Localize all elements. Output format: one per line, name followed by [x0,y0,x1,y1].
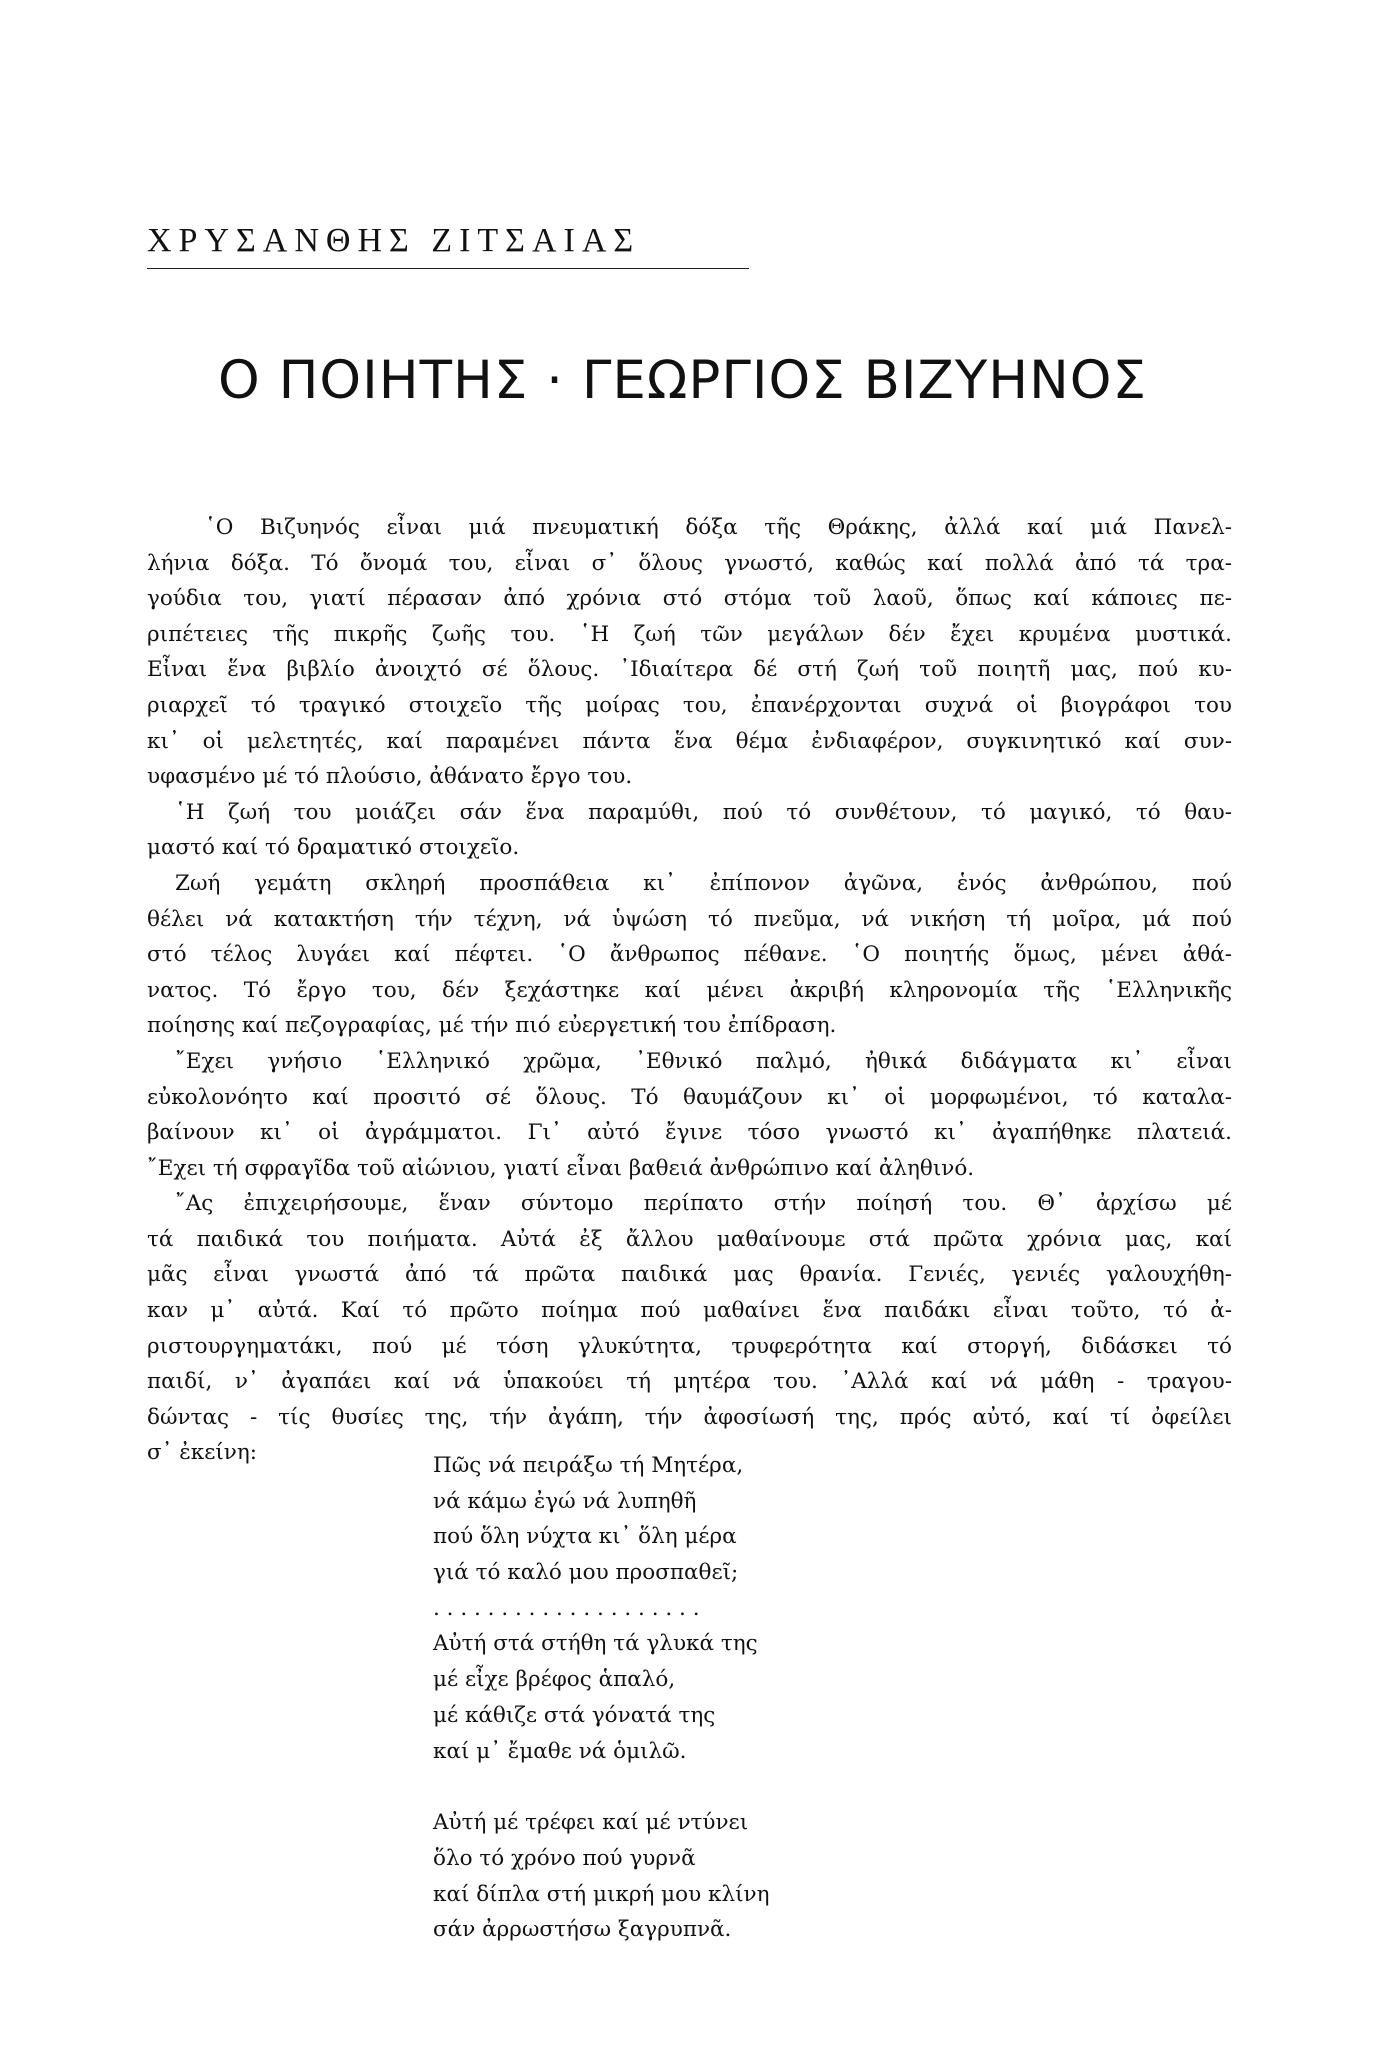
poem-line: πού ὅλη νύχτα κι᾽ ὅλη μέρα [433,1524,737,1550]
body-line: βαίνουν κι᾽ οἱ ἀγράμματοι. Γι᾽ αὐτό ἔγινε τόσο γνωστό κι᾽ ἀγαπήθηκε πλατειά. [147,1120,1232,1146]
poem-line: Πῶς νά πειράξω τή Μητέρα, [433,1453,744,1478]
body-line: ῎Εχει γνήσιο ῾Ελληνικό χρῶμα, ᾽Εθνικό παλμό, ἠθικά διδάγματα κι᾽ εἶναι [175,1048,1232,1074]
poem-line: καί μ᾽ ἔμαθε νά ὁμιλῶ. [433,1738,687,1764]
body-line: καν μ᾽ αὐτά. Καί τό πρῶτο ποίημα πού μαθαίνει ἕνα παιδάκι εἶναι τοῦτο, τό ἀ- [147,1298,1232,1324]
body-line: ῾Ο Βιζυηνός εἶναι μιά πνευματική δόξα τῆς Θράκης, ἀλλά καί μιά Πανελ- [205,515,1232,540]
article-title: Ο ΠΟΙΗΤΗΣ · ΓΕΩΡΓΙΟΣ ΒΙΖΥΗΝΟΣ [218,350,1147,411]
body-line: δώντας - τίς θυσίες της, τήν ἀγάπη, τήν ἀφοσίωσή της, πρός αὐτό, καί τί ὀφείλει [147,1404,1232,1430]
body-line: εὐκολονόητο καί προσιτό σέ ὅλους. Τό θαυμάζουν κι᾽ οἱ μορφωμένοι, τό καταλα- [147,1084,1232,1110]
body-line: παιδί, ν᾽ ἀγαπάει καί νά ὑπακούει τή μητέρα του. ᾽Αλλά καί νά μάθη - τραγου- [147,1369,1232,1395]
body-line: λήνια δόξα. Τό ὄνομά του, εἶναι σ᾽ ὅλους γνωστό, καθώς καί πολλά ἀπό τά τρα- [147,550,1232,576]
body-line: Εἶναι ἕνα βιβλίο ἀνοιχτό σέ ὅλους. ᾽Ιδιαίτερα δέ στή ζωή τοῦ ποιητῆ μας, πού κυ- [147,657,1232,683]
body-line: τά παιδικά του ποιήματα. Αὐτά ἐξ ἄλλου μαθαίνουμε στά πρῶτα χρόνια μας, καί [147,1226,1232,1252]
poem-line: νά κάμω ἐγώ νά λυπηθῆ [433,1488,697,1514]
poem-line: μέ εἶχε βρέφος ἁπαλό, [433,1667,676,1693]
author-name: ΧΡΥΣΑΝΘΗΣ ΖΙΤΣΑΙΑΣ [147,222,641,259]
stanza-break [433,1769,769,1805]
poem-line: καί δίπλα στή μικρή μου κλίνη [433,1881,770,1907]
article-body [147,510,1232,1471]
poem-line: Αὐτή στά στήθη τά γλυκά της [433,1631,758,1657]
poem-line: ὅλο τό χρόνο πού γυρνᾶ [433,1845,696,1871]
poem-line: μέ κάθιζε στά γόνατά της [433,1702,716,1728]
body-line: ῾Η ζωή του μοιάζει σάν ἕνα παραμύθι, πού τό συνθέτουν, τό μαγικό, τό θαυ- [175,799,1232,825]
body-line: σ᾽ ἐκείνη: [147,1440,257,1466]
body-line: νατος. Τό ἔργο του, δέν ξεχάστηκε καί μένει ἀκριβή κληρονομία τῆς ῾Ελληνικῆς [147,977,1232,1003]
body-line: γούδια του, γιατί πέρασαν ἀπό χρόνια στό στόμα τοῦ λαοῦ, ὅπως καί κάποιες πε- [147,586,1232,612]
body-line: θέλει νά κατακτήση τήν τέχνη, νά ὑψώση τό πνεῦμα, νά νικήση τή μοῖρα, μά πού [147,906,1232,932]
poem-line: σάν ἀρρωστήσω ξαγρυπνᾶ. [433,1917,732,1943]
poem-excerpt [433,1448,769,1948]
body-line: στό τέλος λυγάει καί πέφτει. ῾Ο ἄνθρωπος πέθανε. ῾Ο ποιητής ὅμως, μένει ἀθά- [147,942,1232,968]
poem-ellipsis: . . . . . . . . . . . . . . . . . . . . [433,1595,700,1621]
body-line: ποίησης καί πεζογραφίας, μέ τήν πιό εὐεργετική του ἐπίδραση. [147,1013,837,1039]
body-line: ριαρχεῖ τό τραγικό στοιχεῖο τῆς μοίρας του, ἐπανέρχονται συχνά οἱ βιογράφοι του [147,692,1232,718]
poem-line: Αὐτή μέ τρέφει καί μέ ντύνει [433,1810,749,1836]
body-line: ῎Ας ἐπιχειρήσουμε, ἕναν σύντομο περίπατο στήν ποίησή του. Θ᾽ ἀρχίσω μέ [175,1191,1232,1217]
body-line: ριπέτειες τῆς πικρῆς ζωῆς του. ῾Η ζωή τῶν μεγάλων δέν ἔχει κρυμένα μυστικά. [147,621,1232,647]
body-line: υφασμένο μέ τό πλούσιο, ἀθάνατο ἔργο του. [147,764,633,790]
body-line: Ζωή γεμάτη σκληρή προσπάθεια κι᾽ ἐπίπονον ἀγῶνα, ἑνός ἀνθρώπου, πού [175,870,1232,896]
poem-line: γιά τό καλό μου προσπαθεῖ; [433,1560,739,1586]
body-line: κι᾽ οἱ μελετητές, καί παραμένει πάντα ἕνα θέμα ἐνδιαφέρον, συγκινητικό καί συν- [147,728,1232,754]
author-underline [147,268,749,269]
body-line: μᾶς εἶναι γνωστά ἀπό τά πρῶτα παιδικά μας θρανία. Γενιές, γενιές γαλουχήθη- [147,1262,1232,1288]
body-line: μαστό καί τό δραματικό στοιχεῖο. [147,835,520,861]
body-line: ριστουργηματάκι, πού μέ τόση γλυκύτητα, τρυφερότητα καί στοργή, διδάσκει τό [147,1333,1232,1359]
body-line: ῎Εχει τή σφραγῖδα τοῦ αἰώνιου, γιατί εἶναι βαθειά ἀνθρώπινο καί ἀληθινό. [147,1155,975,1181]
